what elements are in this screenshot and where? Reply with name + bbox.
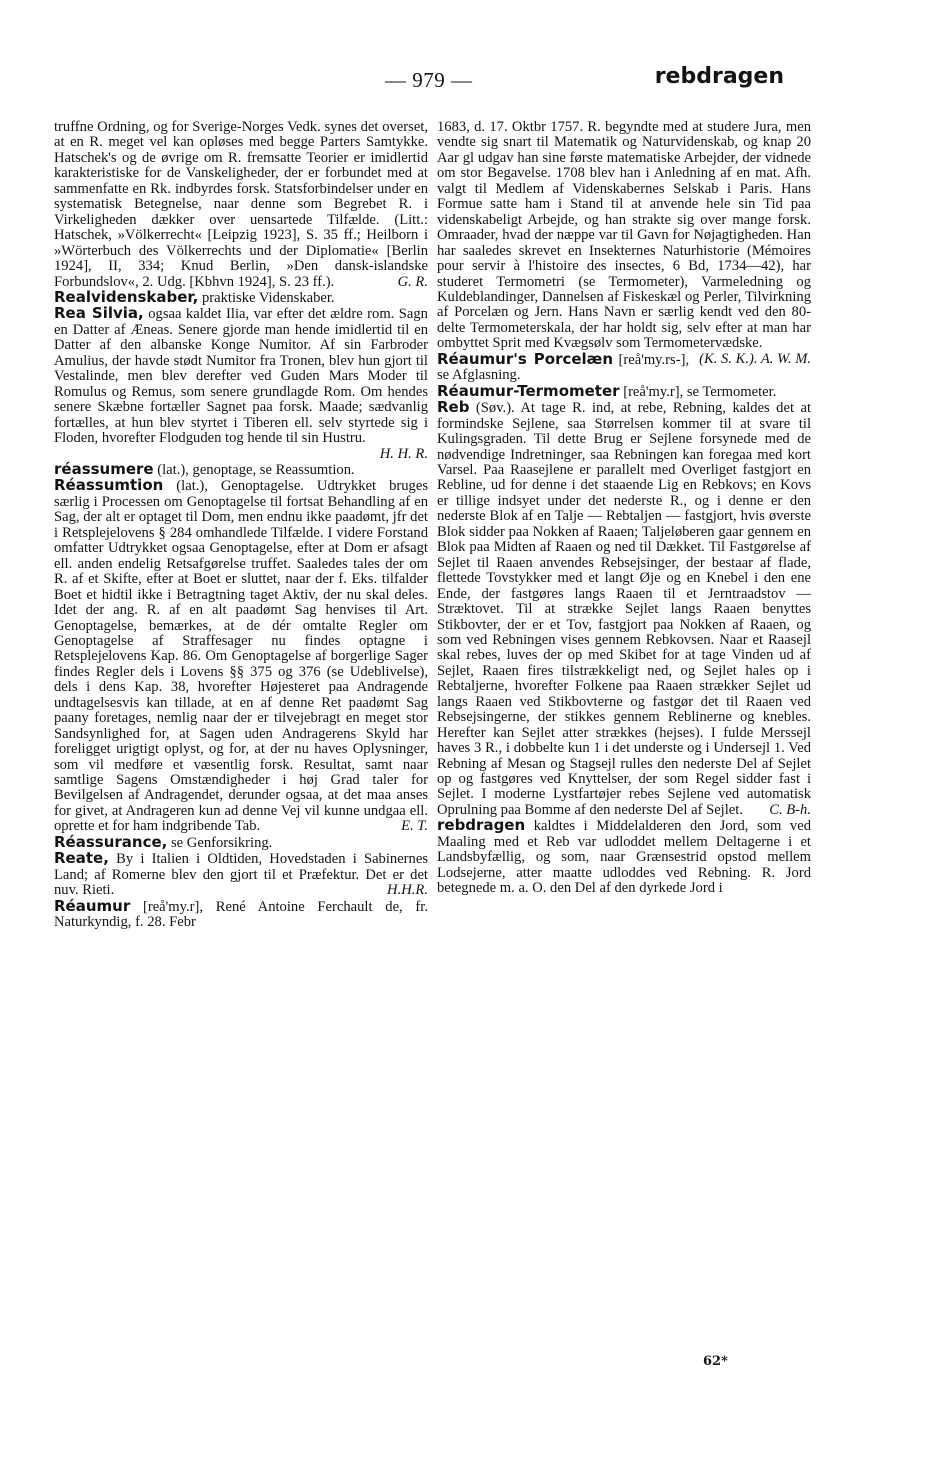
- entry-rea-silvia: [54, 306, 428, 446]
- entry-headword: Réassumtion: [54, 476, 164, 495]
- entry-text: truffne Ordning, og for Sverige-Norges Vedk. synes det overset, at en R. meget vel kan opløses med begge Parters Samtykke. Hatschek's og de øvrige om R. fremsatte Teorier er imidlertid karakteristiske for de Vanskeligheder, der er forbundet med at sammenfatte en Rk. indbyrdes forsk. Statsforbindelser under en systematisk Betegnelse, naar denne som Begrebet R. i Virkeligheden dækker over uensartede Tilfælde. (Litt.: Hatschek, »Völkerrecht« [Leipzig 1923], S. 35 ff.; Heilborn i »Wörterbuch des Völkerrechts und der Diplomatie« [Berlin 1924], II, 334; Knud Berlin, »Den dansk-islandske Forbundslov«, 2. Udg. [Kbhvn 1924], S. 23 ff.).: [54, 119, 428, 290]
- entry-text: kaldtes i Middelalderen den Jord, som ved Maaling med et Reb var udloddet mellem Deltagerne i et Landsbyfællig, og som, naar Grænsestrid opstod mellem Lodsejerne, atter maatte udloddes ved Rebning. R. Jord betegnede m. a. O. den Del af den dyrkede Jord i: [437, 818, 811, 897]
- entry-text: [reå'my.r], René Antoine Ferchault de, fr. Naturkyndig, f. 28. Febr: [54, 898, 428, 931]
- entry-text: [reå'my.rs-], se Afglasning.: [437, 351, 690, 384]
- page-number: — 979 —: [385, 68, 473, 92]
- entry-reb: [437, 400, 811, 818]
- left-column: [54, 120, 428, 931]
- entry-signature: C. B-h.: [769, 801, 811, 818]
- page-header: [0, 60, 928, 100]
- entry-signature: H. H. R.: [379, 445, 428, 462]
- entry-headword: Reb: [437, 398, 470, 417]
- entry-text: (lat.), genoptage, se Reassumtion.: [157, 461, 355, 478]
- right-column: [437, 120, 811, 897]
- entry-text: (lat.), Genoptagelse. Udtrykket bruges særlig i Processen om Genoptagelse til fortsat Behandling af en Sag, der alt er optaget til Dom, men endnu ikke paadømt, jfr det i Retsplejelovens § 284 omhandlede Tilfælde. I videre Forstand omfatter Udtrykket ogsaa Genoptagelse, efter at Dom er afsagt ell. anden endelig Retsafgørelse truffet. Saaledes tales der om R. af et Skifte, efter at Boet er sluttet, naar der f. Eks. tilfalder Boet et hidtil ikke i Betragtning taget Aktiv, der nu skal deles. Idet der ang. R. af en alt paadømt Sag henvises til Art. Genoptagelse, bemærkes, at de dér omtalte Regler om Genoptagelse af Straffesager nu findes optagne i Retsplejelovens Kap. 86. Om Genoptagelse af borgerlige Sager findes Regler dels i Lovens §§ 375 og 376 (se Udeblivelse), dels i dens Kap. 38, hvorefter Højesteret paa Andragende undtagelsesvis kan tillade, at en af denne Ret paadømt Sag paany foretages, nemlig naar der er tilvejebragt en meget stor Sandsynlighed for, at Sagen uden Andragerens Skyld har foreligget urigtigt oplyst, og for, at der nu haves Oplysninger, som vil medføre et væsentlig forsk. Resultat, samt naar samtlige Sagens Omstændigheder i høj Grad taler for Bevilgelsen af Andragendet, derunder ogsaa, at det maa anses for givet, at Andrageren kun ad denne Vej vil kunne undgaa ell. oprette et for ham indgribende Tab.: [54, 478, 428, 835]
- entry-headword: rebdragen: [437, 816, 526, 835]
- entry-signature: (K. S. K.). A. W. M.: [699, 350, 811, 367]
- entry-headword: Realvidenskaber,: [54, 287, 199, 306]
- entry-text: 1683, d. 17. Oktbr 1757. R. begyndte med at studere Jura, men vendte sig snart til Matematik og Naturvidenskab, og knap 20 Aar gl udgav han sine første matematiske Arbejder, der vidnede om stor Begavelse. 1708 blev han i Anledning af en mat. Afh. valgt til Medlem af Videnskabernes Selskab i Paris. Hans Formue satte ham i Stand til at anvende hele sin Tid paa videnskabeligt Arbejde, og han strakte sig over mange forsk. Omraader, hvad der næppe var til Gavn for Nøjagtigheden. Han har saaledes skrevet en Insekternes Naturhistorie (Mémoires pour servir à l'histoire des insectes, 6 Bd, 1734—42), har studeret Termometri (se Termometer), Varmeledning og Kuldeblandinger, Dannelsen af Fiskeskæl og Perler, Tilvirkning af Porcelæn og Jern. Hans Navn er særlig kendt ved den 80-delte Termometerskala, der har holdt sig, selv efter at man har ombyttet Sprit med Kvægsølv som Termometervædske.: [437, 119, 811, 352]
- entry-reaumur-termometer: [437, 381, 811, 400]
- entry-headword: Réaumur-Termometer: [437, 381, 620, 400]
- entry-text: praktiske Videnskaber.: [201, 289, 335, 306]
- entry-headword: réassumere: [54, 459, 154, 478]
- signature-mark: 62*: [703, 1354, 728, 1369]
- entry-headword: Rea Silvia,: [54, 304, 144, 323]
- entry-reaumur: [54, 896, 428, 931]
- entry-reassurance: [54, 832, 428, 851]
- entry-text: [reå'my.r], se Termometer.: [623, 383, 777, 400]
- entry-rebdragen: [437, 818, 811, 896]
- entry-headword: Réassurance,: [54, 832, 168, 851]
- entry-headword: Réaumur's Porcelæn: [437, 349, 614, 368]
- entry-signature: G. R.: [397, 273, 428, 290]
- entry-continuation: [54, 120, 428, 290]
- entry-text: se Genforsikring.: [171, 834, 273, 851]
- entry-reassumtion: [54, 478, 428, 834]
- entry-reate: [54, 851, 428, 898]
- entry-signature: H.H.R.: [387, 882, 428, 899]
- entry-headword: Reate,: [54, 849, 109, 868]
- entry-text: By i Italien i Oldtiden, Hovedstaden i Sabinernes Land; af Romerne blev den gjort til et Præfektur. Det er det nuv. Rieti.: [54, 851, 428, 899]
- entry-text: ogsaa kaldet Ilia, var efter det ældre rom. Sagn en Datter af Æneas. Senere gjorde man hende imidlertid til en Datter af den albanske Konge Numitor. Af sin Farbroder Amulius, der havde stødt Numitor fra Tronen, blev hun gjort til Vestalinde, men blev derefter ved Guden Mars Moder til Romulus og Remus, som senere grundlagde Rom. Om hendes senere Skæbne fortæller Sagnet paa forsk. Maade; sædvanlig fortælles, at hun blev styrtet i Tiberen ell. selv styrtede sig i Floden, hvorefter Flodguden tog hende til sin Hustru.: [54, 306, 428, 447]
- running-head: rebdragen: [654, 64, 784, 89]
- entry-signature: E. T.: [401, 818, 428, 835]
- entry-text: (Søv.). At tage R. ind, at rebe, Rebning, kaldes det at formindske Sejlene, saa Størrelsen kommer til at svare til Kulingsgraden. Til dette Brug er Sejlene forsynede med de nødvendige Indretninger, saa Rebningen kan foregaa med kort Varsel. Paa Raasejlene er parallelt med Overliget fastgjort en Rebline, ud for denne i det staaende Lig en Rebkovs; en Kovs er tillige indsyet under det nederste R., og i denne er den nederste Blok af en Talje — Rebtaljen — fastgjort, hvis øverste Blok sidder paa Nokken af Raaen; Taljeløberen gaar gennem en Blok paa Midten af Raaen og ned til Dækket. Til Fastgørelse af Sejlet til Raaen anvendes Rebsejsinger, der bestaar af flade, flettede Tovstykker med et langt Øje og en Knebel i den ene Ende, der fastgøres langs Raaen til et Jerntraadstov — Stræktovet. Til at strække Sejlet langs Raaen benyttes Stikbovter, der er et Tov, fastgjort paa Nokken af Raaen, og som ved Rebningen vises gennem Rebkovsen. Naar et Raasejl skal rebes, luves der op med Skibet for at tage Vinden ud af Sejlet, Raaen fires tilstrækkeligt ned, og Sejlet hales op i Rebtaljerne, hvorefter Folkene paa Raaen strækker Sejlet ud langs Raaen ved Stikbovterne og fastgør det til Raaen ved Rebsejsingerne, der stikkes gennem Reblinerne og knebles. Herefter kan Sejlet atter strækkes (hejses). I fulde Merssejl haves 3 R., i dobbelte kun 1 i det underste og i Undersejl 1. Ved Rebning af Mesan og Stagsejl rulles den nederste Del af Sejlet op og fastgøres ved Knyttelser, der som Regel sidder fast i Sejlet. I moderne Lystfartøjer rebes Sejlene ved automatisk Oprulning paa Bomme af den nederste Del af Sejlet.: [437, 400, 811, 818]
- entry-headword: Réaumur: [54, 896, 131, 915]
